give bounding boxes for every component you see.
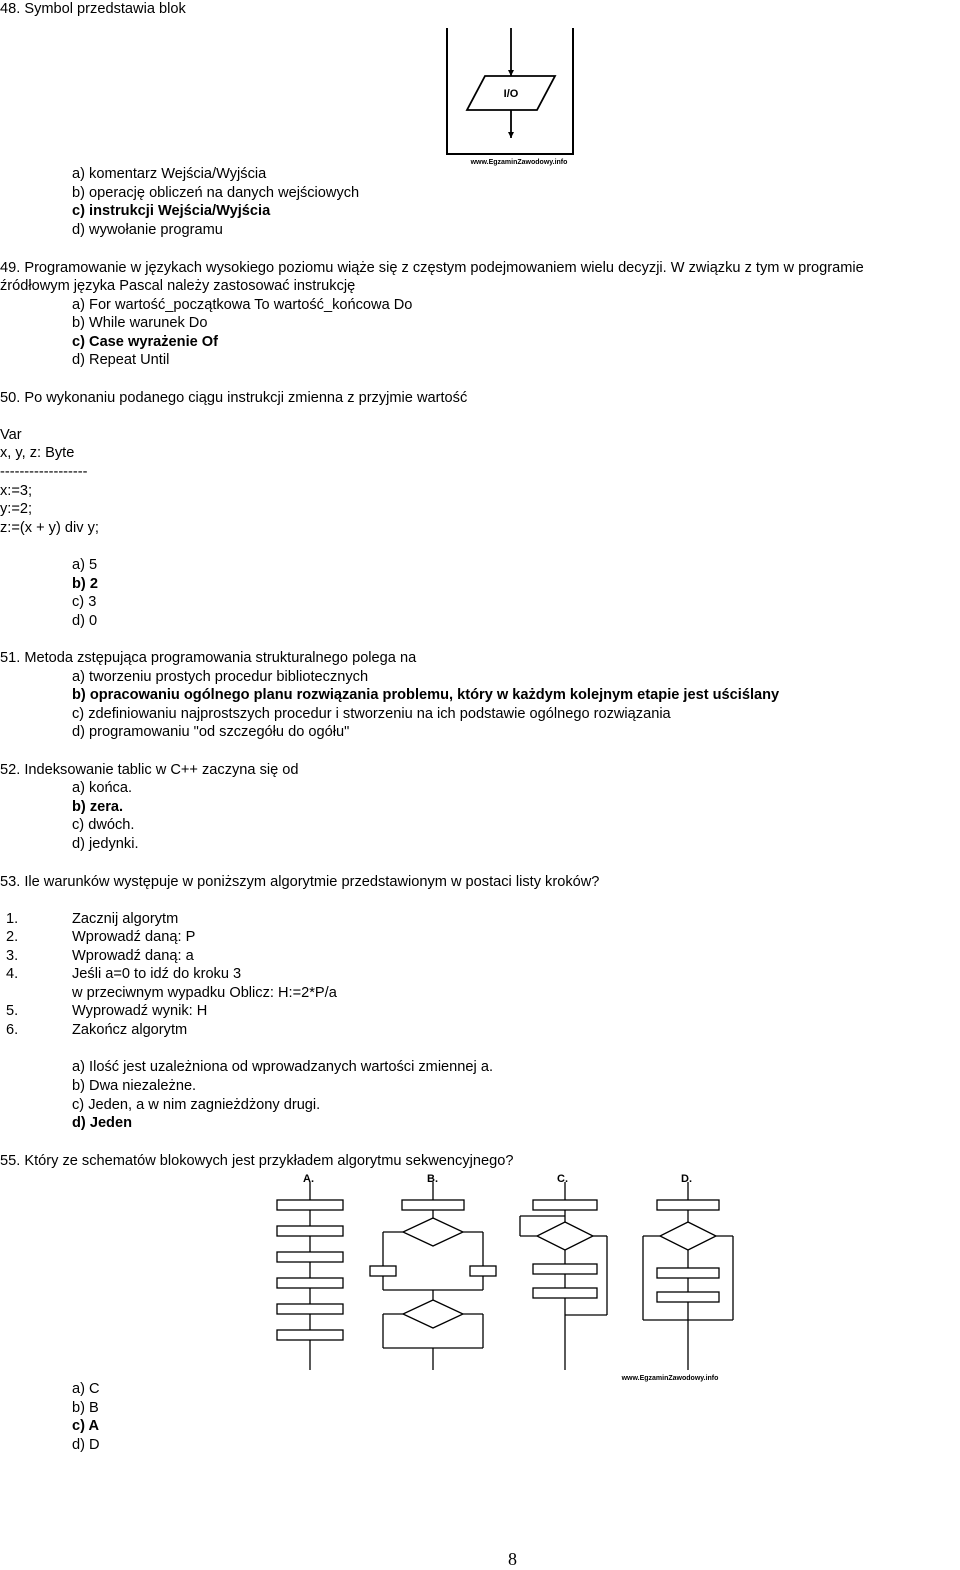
code-line: y:=2;: [0, 501, 33, 517]
question-48: 48. Symbol przedstawia blok: [0, 1, 186, 17]
io-symbol-figure: [445, 26, 580, 168]
q53-option-a: a) Ilość jest uzależniona od wprowadzanych wartości zmiennej a.: [72, 1059, 493, 1075]
q55-option-d: d) D: [72, 1437, 100, 1453]
step-number: 6.: [6, 1022, 19, 1038]
q48-option-c: c) instrukcji Wejścia/Wyjścia: [72, 203, 271, 219]
step-text: Wprowadź daną: a: [72, 948, 194, 964]
q50-option-d: d) 0: [72, 613, 98, 629]
step-text: Zacznij algorytm: [72, 911, 179, 927]
question-50: 50. Po wykonaniu podanego ciągu instrukcji zmienna z przyjmie wartość: [0, 390, 468, 406]
step-text: Zakończ algorytm: [72, 1022, 188, 1038]
code-line: Var: [0, 427, 22, 443]
step-number: 4.: [6, 966, 19, 982]
schema-label-c: C.: [557, 1173, 568, 1185]
step-text: Wyprowadź wynik: H: [72, 1003, 208, 1019]
question-55: 55. Który ze schematów blokowych jest przykładem algorytmu sekwencyjnego?: [0, 1153, 514, 1169]
q50-option-a: a) 5: [72, 557, 98, 573]
q52-option-c: c) dwóch.: [72, 817, 135, 833]
schema-label-d: D.: [681, 1173, 692, 1185]
q55-option-a: a) C: [72, 1381, 100, 1397]
code-line: x:=3;: [0, 483, 33, 499]
step-number: 5.: [6, 1003, 19, 1019]
q53-option-c: c) Jeden, a w nim zagnieżdżony drugi.: [72, 1097, 321, 1113]
schema-label-a: A.: [303, 1173, 314, 1185]
step-text: w przeciwnym wypadku Oblicz: H:=2*P/a: [72, 985, 337, 1001]
step-number: 1.: [6, 911, 19, 927]
q51-option-c: c) zdefiniowaniu najprostszych procedur i stworzeniu na ich podstawie ogólnego rozwiązania: [72, 706, 671, 722]
q49-option-d: d) Repeat Until: [72, 352, 170, 368]
q49-option-b: b) While warunek Do: [72, 315, 208, 331]
page-number: 8: [508, 1549, 517, 1569]
step-text: Jeśli a=0 to idź do kroku 3: [72, 966, 242, 982]
step-text: Wprowadź daną: P: [72, 929, 196, 945]
q48-option-d: d) wywołanie programu: [72, 222, 223, 238]
question-49-line1: 49. Programowanie w językach wysokiego poziomu wiąże się z częstym podejmowaniem wielu decyzji. W związku z tym w programie: [0, 260, 864, 276]
code-line: ------------------: [0, 464, 88, 480]
q53-option-b: b) Dwa niezależne.: [72, 1078, 197, 1094]
q49-option-c: c) Case wyrażenie Of: [72, 334, 219, 350]
question-51: 51. Metoda zstępująca programowania strukturalnego polega na: [0, 650, 417, 666]
q53-option-d: d) Jeden: [72, 1115, 133, 1131]
io-label: I/O: [503, 88, 519, 100]
q52-option-d: d) jedynki.: [72, 836, 139, 852]
schema-label-b: B.: [427, 1173, 438, 1185]
question-49-line2: źródłowym języka Pascal należy zastosować instrukcję: [0, 278, 356, 294]
watermark: www.EgzaminZawodowy.info: [470, 159, 568, 166]
watermark: www.EgzaminZawodowy.info: [621, 1375, 719, 1382]
q51-option-d: d) programowaniu "od szczegółu do ogółu": [72, 724, 350, 740]
q52-option-b: b) zera.: [72, 799, 124, 815]
q49-option-a: a) For wartość_początkowa To wartość_końcowa Do: [72, 297, 413, 313]
flowchart-schemas-figure: [255, 1170, 745, 1385]
code-line: x, y, z: Byte: [0, 445, 75, 461]
q55-option-b: b) B: [72, 1400, 99, 1416]
q48-option-a: a) komentarz Wejścia/Wyjścia: [72, 166, 267, 182]
step-number: 2.: [6, 929, 19, 945]
q48-option-b: b) operację obliczeń na danych wejściowych: [72, 185, 360, 201]
code-line: z:=(x + y) div y;: [0, 520, 99, 536]
question-52: 52. Indeksowanie tablic w C++ zaczyna się od: [0, 762, 299, 778]
q55-option-c: c) A: [72, 1418, 100, 1434]
q51-option-b: b) opracowaniu ogólnego planu rozwiązania problemu, który w każdym kolejnym etapie jest uściślany: [72, 687, 780, 703]
q51-option-a: a) tworzeniu prostych procedur bibliotecznych: [72, 669, 369, 685]
q52-option-a: a) końca.: [72, 780, 133, 796]
question-53: 53. Ile warunków występuje w poniższym algorytmie przedstawionym w postaci listy kroków?: [0, 874, 600, 890]
q50-option-c: c) 3: [72, 594, 97, 610]
step-number: 3.: [6, 948, 19, 964]
q50-option-b: b) 2: [72, 576, 98, 592]
